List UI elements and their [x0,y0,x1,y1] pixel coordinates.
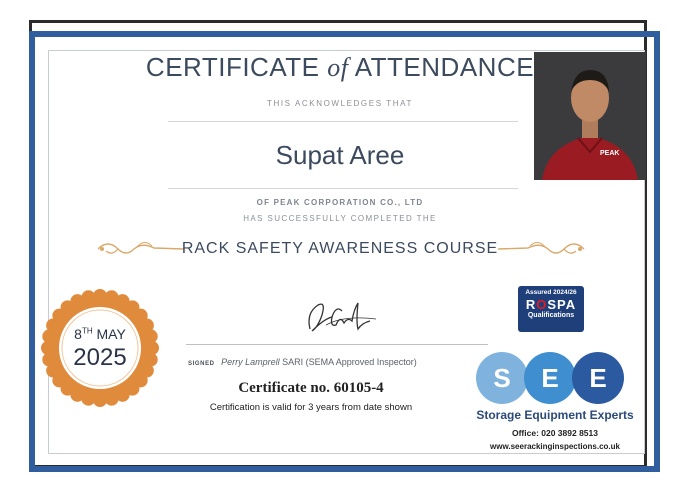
date-year: 2025 [73,344,127,371]
signer-credentials: SARI (SEMA Approved Inspector) [282,357,417,367]
rospa-brand-spa: SPA [547,297,577,312]
date-day: 8 [74,326,82,342]
course-name: RACK SAFETY AWARENESS COURSE [181,240,499,257]
rospa-brand-o: O [536,297,548,312]
recipient-name: Supat Aree [275,140,405,170]
divider [168,121,518,122]
rospa-brand [518,297,584,312]
company-name: OF PEAK CORPORATION CO., LTD [256,198,424,207]
date-badge [40,288,160,408]
date-day-month [74,326,126,342]
title-word-of: of [327,53,349,82]
signature-image [296,295,386,339]
right-flourish-icon [496,236,586,262]
certificate-title [140,52,540,83]
signed-label: SIGNED [188,361,215,367]
title-word-attendance: ATTENDANCE [354,52,535,82]
date-text [40,288,160,408]
acknowledges-text: THIS ACKNOWLEDGES THAT [266,99,414,108]
see-logo-e1-icon: E [524,352,576,404]
divider [168,188,518,189]
completed-text: HAS SUCCESSFULLY COMPLETED THE [243,214,437,223]
see-logo-s-icon: S [476,352,528,404]
see-office-phone: Office: 020 3892 8513 [511,428,598,438]
see-logo-e2-icon: E [572,352,624,404]
rospa-brand-r: R [525,297,537,312]
validity-text: Certification is valid for 3 years from date shown [209,402,413,413]
rospa-logo [518,286,584,332]
signed-by [188,357,508,367]
recipient-photo [534,52,646,180]
shirt-logo-text: PEAK [600,150,620,157]
signature-line [186,344,488,345]
date-day-suffix: TH [81,326,93,336]
certificate-number: Certificate no. 60105-4 [238,380,384,396]
signer-name: Perry Lamprell [221,357,280,367]
see-website: www.seerackinginspections.co.uk [490,442,620,451]
title-word-certificate: CERTIFICATE [145,52,320,82]
rospa-qualifications: Qualifications [527,312,575,319]
see-company-name: Storage Equipment Experts [476,408,634,422]
rospa-assured: Assured 2024/26 [525,289,577,296]
date-month: MAY [96,326,126,342]
